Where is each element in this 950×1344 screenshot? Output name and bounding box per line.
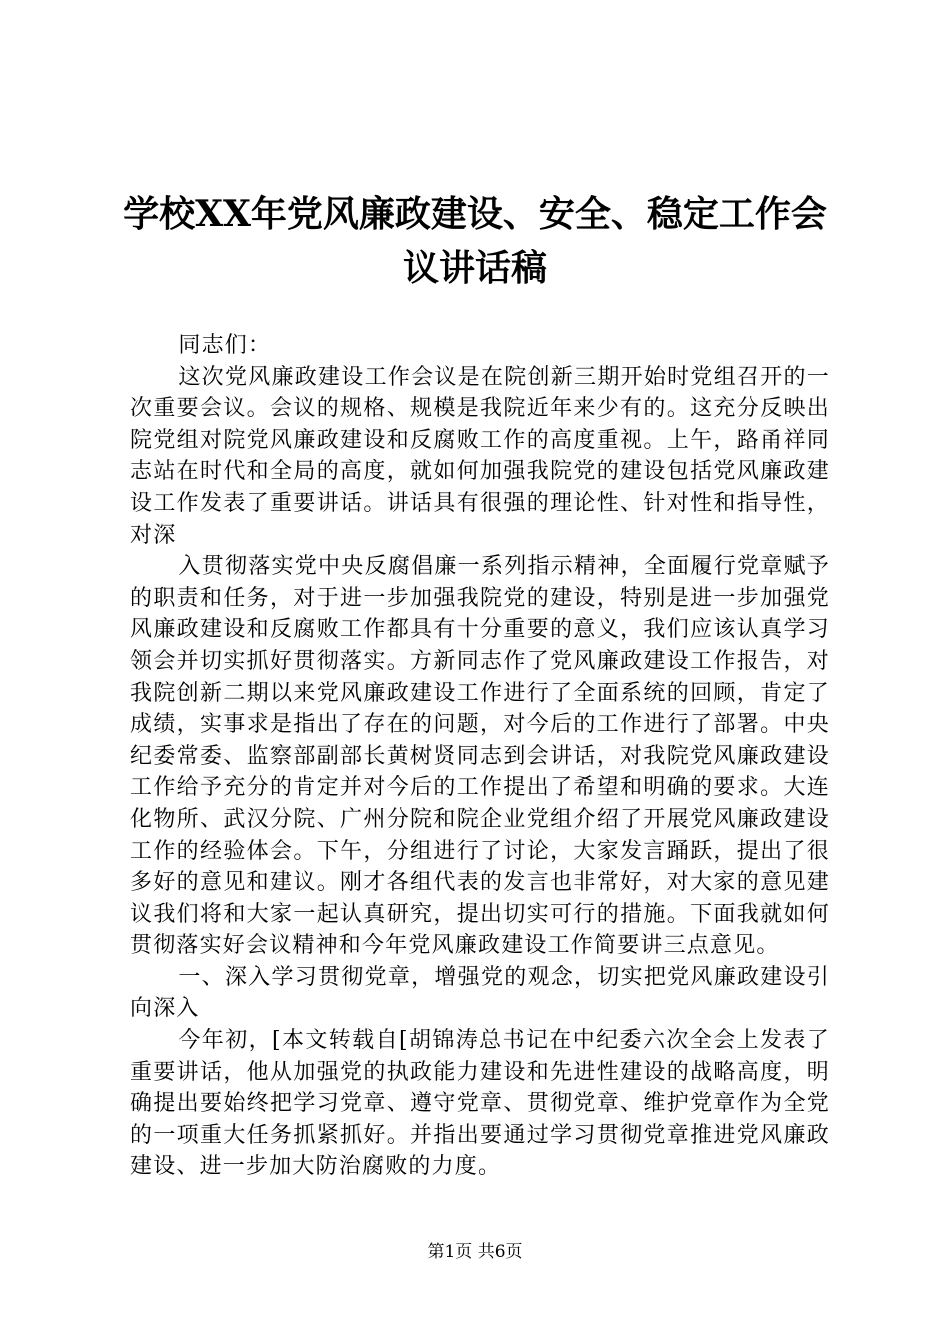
document-title: 学校XX年党风廉政建设、安全、稳定工作会议讲话稿 bbox=[123, 193, 827, 289]
greeting-paragraph: 同志们： bbox=[178, 333, 272, 358]
section-heading: 一、深入学习贯彻党章，增强党的观念，切实把党风廉政建设引向深入 bbox=[130, 964, 830, 1022]
page-footer: 第1页 共6页 bbox=[427, 1242, 523, 1262]
body-paragraph: 这次党风廉政建设工作会议是在院创新三期开始时党组召开的一次重要会议。会议的规格、规模是我院近年来少有的。这充分反映出院党组对院党风廉政建设和反腐败工作的高度重视。上午，路甬祥同志站在时代和全局的高度，就如何加强我院党的建设包括党风廉政建设工作发表了重要讲话。讲话具有很强的理论性、针对性和指导性，对深 bbox=[130, 364, 830, 548]
body-paragraph: 入贯彻落实党中央反腐倡廉一系列指示精神，全面履行党章赋予的职责和任务，对于进一步加强我院党的建设，特别是进一步加强党风廉政建设和反腐败工作都具有十分重要的意义，我们应该认真学习领会并切实抓好贯彻落实。方新同志作了党风廉政建设工作报告，对我院创新二期以来党风廉政建设工作进行了全面系统的回顾，肯定了成绩，实事求是指出了存在的问题，对今后的工作进行了部署。中央纪委常委、监察部副部长黄树贤同志到会讲话，对我院党风廉政建设工作给予充分的肯定并对今后的工作提出了希望和明确的要求。大连化物所、武汉分院、广州分院和院企业党组介绍了开展党风廉政建设工作的经验体会。下午，分组进行了讨论，大家发言踊跃，提出了很多好的意见和建议。刚才各组代表的发言也非常好，对大家的意见建议我们将和大家一起认真研究，提出切实可行的措施。下面我就如何贯彻落实好会议精神和今年党风廉政建设工作简要讲三点意见。 bbox=[130, 554, 830, 959]
body-paragraph: 今年初，[本文转载自[胡锦涛总书记在中纪委六次全会上发表了重要讲话，他从加强党的执政能力建设和先进性建设的战略高度，明确提出要始终把学习党章、遵守党章、贯彻党章、维护党章作为全党的一项重大任务抓紧抓好。并指出要通过学习贯彻党章推进党风廉政建设、进一步加大防治腐败的力度。 bbox=[130, 1028, 830, 1180]
document-body bbox=[130, 330, 830, 1183]
